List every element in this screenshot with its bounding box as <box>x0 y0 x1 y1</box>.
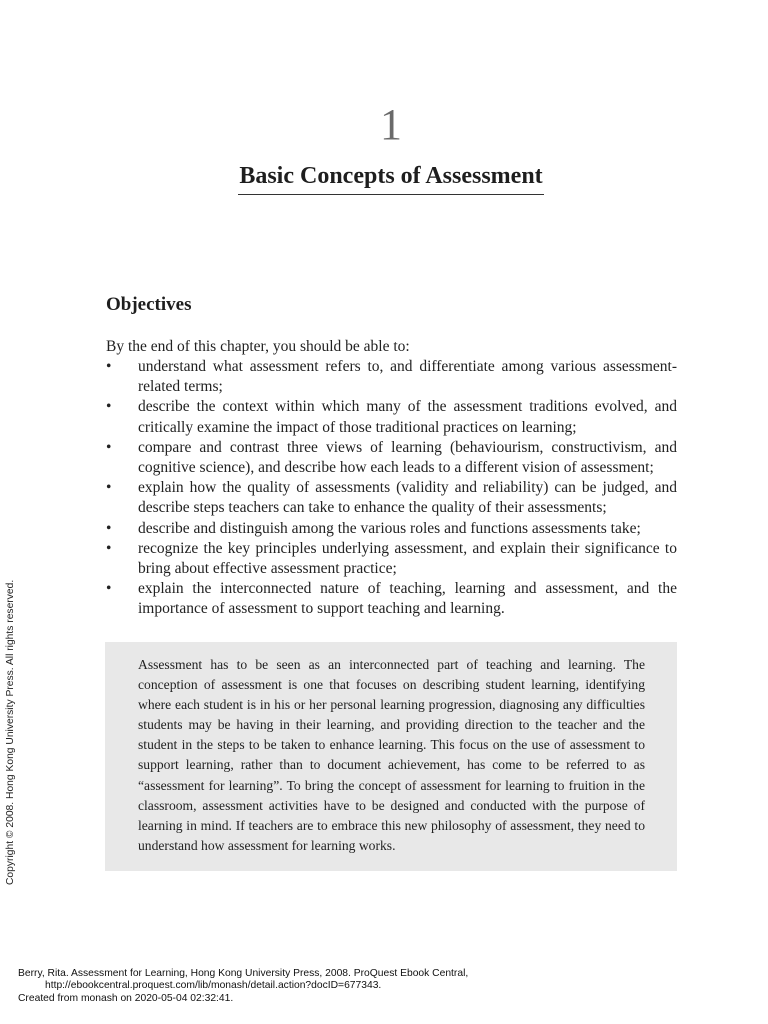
chapter-title-wrapper <box>0 160 768 195</box>
bullet-icon: • <box>106 438 112 456</box>
chapter-title: Basic Concepts of Assessment <box>238 160 543 195</box>
objectives-heading: Objectives <box>106 294 192 315</box>
objective-text: describe and distinguish among the various roles and functions assessments take; <box>138 519 641 537</box>
chapter-number: 1 <box>380 100 402 149</box>
bullet-icon: • <box>106 539 112 557</box>
summary-text: Assessment has to be seen as an interconnected part of teaching and learning. The conception of assessment is one that focuses on describing student learning, identifying where each student is in his or her personal learning progression, diagnosing any difficulties students may be having in their learning, and providing direction to the teacher and the student in the steps to be taken to enhance learning. This focus on the use of assessment to support learning, rather than to document achievement, has come to be referred to as “assessment for learning”. To bring the concept of assessment for learning to fruition in the classroom, assessment activities have to be designed and conducted with the purpose of learning in mind. If teachers are to embrace this new philosophy of assessment, they need to understand how assessment for learning works. <box>138 657 645 853</box>
objective-item <box>106 438 677 478</box>
objective-item <box>106 539 677 579</box>
objective-item <box>106 579 677 619</box>
bullet-icon: • <box>106 398 112 416</box>
footer-created-line: Created from monash on 2020-05-04 02:32:41. <box>18 992 234 1004</box>
objective-item <box>106 478 677 518</box>
objective-text: understand what assessment refers to, and differentiate among various assessment-related terms; <box>138 358 677 396</box>
objective-text: recognize the key principles underlying assessment, and explain their significance to bring about effective assessment practice; <box>138 539 677 578</box>
objective-item <box>106 397 677 437</box>
objective-text: explain the interconnected nature of teaching, learning and assessment, and the importance of assessment to support teaching and learning. <box>138 580 677 618</box>
objectives-list <box>106 357 677 620</box>
objective-text: explain how the quality of assessments (validity and reliability) can be judged, and describe steps teachers can take to enhance the quality of their assessments; <box>138 479 677 517</box>
bullet-icon: • <box>106 358 112 375</box>
objective-text: describe the context within which many of the assessment traditions evolved, and critically examine the impact of those traditional practices on learning; <box>138 398 677 436</box>
footer-url-line: http://ebookcentral.proquest.com/lib/monash/detail.action?docID=677343. <box>45 980 382 992</box>
summary-box <box>105 642 677 871</box>
objective-item <box>106 519 677 539</box>
objectives-intro: By the end of this chapter, you should be able to: <box>106 338 410 355</box>
citation-footer <box>18 968 468 1005</box>
bullet-icon: • <box>106 519 112 537</box>
bullet-icon: • <box>106 580 112 598</box>
objective-item <box>106 357 677 397</box>
footer-citation-line: Berry, Rita. Assessment for Learning, Hong Kong University Press, 2008. ProQuest Ebook Central, <box>18 968 469 979</box>
copyright-notice: Copyright © 2008. Hong Kong University Press. All rights reserved. <box>5 579 16 885</box>
bullet-icon: • <box>106 479 112 497</box>
objective-text: compare and contrast three views of learning (behaviourism, constructivism, and cognitive science), and describe how each leads to a different vision of assessment; <box>138 438 677 477</box>
